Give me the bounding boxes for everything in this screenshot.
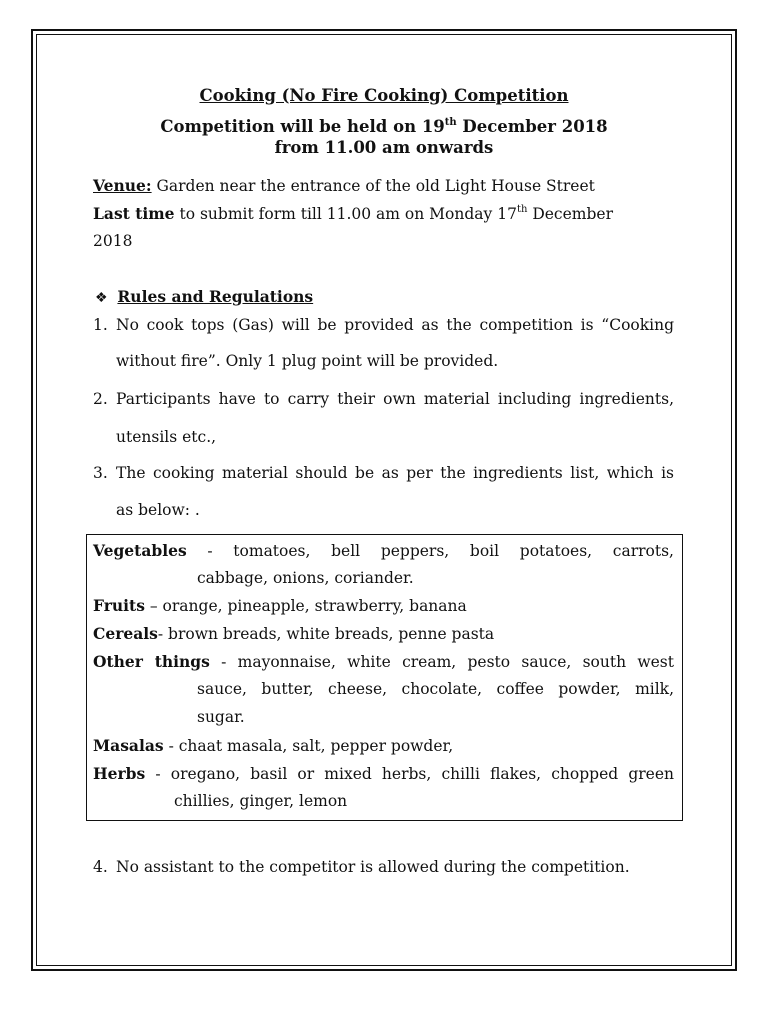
rule-text: No cook tops (Gas) will be provided as the competition is “Cooking bbox=[116, 316, 674, 334]
subtitle-date-sup: th bbox=[444, 116, 457, 128]
ingredient-text: - mayonnaise, white cream, pesto sauce, south west bbox=[209, 653, 674, 671]
subtitle-time: from 11.00 am onwards bbox=[274, 138, 494, 157]
ingredient-label: Cereals bbox=[93, 624, 158, 643]
rule-text-continued: utensils etc., bbox=[116, 428, 217, 446]
subtitle-date-text: Competition will be held on 19 bbox=[160, 117, 445, 136]
rule-number: 1. bbox=[93, 316, 108, 334]
ingredient-text: - chaat masala, salt, pepper powder, bbox=[163, 737, 454, 755]
rule-text: No assistant to the competitor is allowed during the competition. bbox=[116, 858, 630, 876]
rule-text-continued: without fire”. Only 1 plug point will be provided. bbox=[116, 352, 499, 370]
ingredient-label: Masalas bbox=[93, 736, 164, 755]
rules-heading-text: Rules and Regulations bbox=[117, 287, 314, 306]
last-time-label: Last time bbox=[93, 204, 175, 223]
ingredient-text: – orange, pineapple, strawberry, banana bbox=[144, 597, 467, 615]
ingredient-text: - tomatoes, bell peppers, boil potatoes, carrots, bbox=[186, 542, 674, 560]
document-title: Cooking (No Fire Cooking) Competition bbox=[199, 86, 569, 105]
last-time-text: to submit form till 11.00 am on Monday 17 bbox=[174, 205, 517, 223]
last-time-year: 2018 bbox=[93, 232, 133, 250]
diamond-bullet-icon: ❖ bbox=[95, 290, 108, 306]
rule-number: 4. bbox=[93, 858, 108, 876]
ingredient-label: Fruits bbox=[93, 596, 145, 615]
rule-text-continued: as below: . bbox=[116, 501, 200, 519]
ingredient-other-continued: sauce, butter, cheese, chocolate, coffee powder, milk, bbox=[197, 680, 674, 698]
subtitle-date-tail: December 2018 bbox=[456, 117, 608, 136]
ingredient-label: Other things bbox=[93, 652, 210, 671]
ingredient-vegetables bbox=[93, 541, 674, 560]
rule-text: Participants have to carry their own material including ingredients, bbox=[116, 390, 674, 408]
ingredient-masalas bbox=[93, 736, 453, 755]
subtitle-date bbox=[0, 117, 768, 136]
ingredient-cereals bbox=[93, 624, 494, 643]
rule-number: 3. bbox=[93, 464, 108, 482]
venue-line bbox=[93, 176, 595, 195]
ingredient-label: Vegetables bbox=[93, 541, 187, 560]
ingredient-herbs-continued: chillies, ginger, lemon bbox=[174, 792, 348, 810]
ingredient-text: - brown breads, white breads, penne pasta bbox=[157, 625, 495, 643]
ingredient-fruits bbox=[93, 596, 467, 615]
last-time-line bbox=[93, 204, 613, 223]
ingredient-other bbox=[93, 652, 674, 671]
last-time-sup: th bbox=[516, 203, 528, 215]
last-time-tail: December bbox=[527, 205, 613, 223]
ingredient-text: - oregano, basil or mixed herbs, chilli flakes, chopped green bbox=[145, 765, 674, 783]
ingredient-other-continued: sugar. bbox=[197, 708, 245, 726]
venue-label: Venue: bbox=[93, 176, 152, 195]
rules-heading bbox=[95, 287, 313, 306]
ingredient-herbs bbox=[93, 764, 674, 783]
venue-text: Garden near the entrance of the old Light House Street bbox=[151, 177, 595, 195]
ingredient-label: Herbs bbox=[93, 764, 146, 783]
ingredient-vegetables-continued: cabbage, onions, coriander. bbox=[197, 569, 414, 587]
rule-text: The cooking material should be as per the ingredients list, which is bbox=[116, 464, 674, 482]
page-border-inner bbox=[36, 34, 732, 966]
rule-number: 2. bbox=[93, 390, 108, 408]
